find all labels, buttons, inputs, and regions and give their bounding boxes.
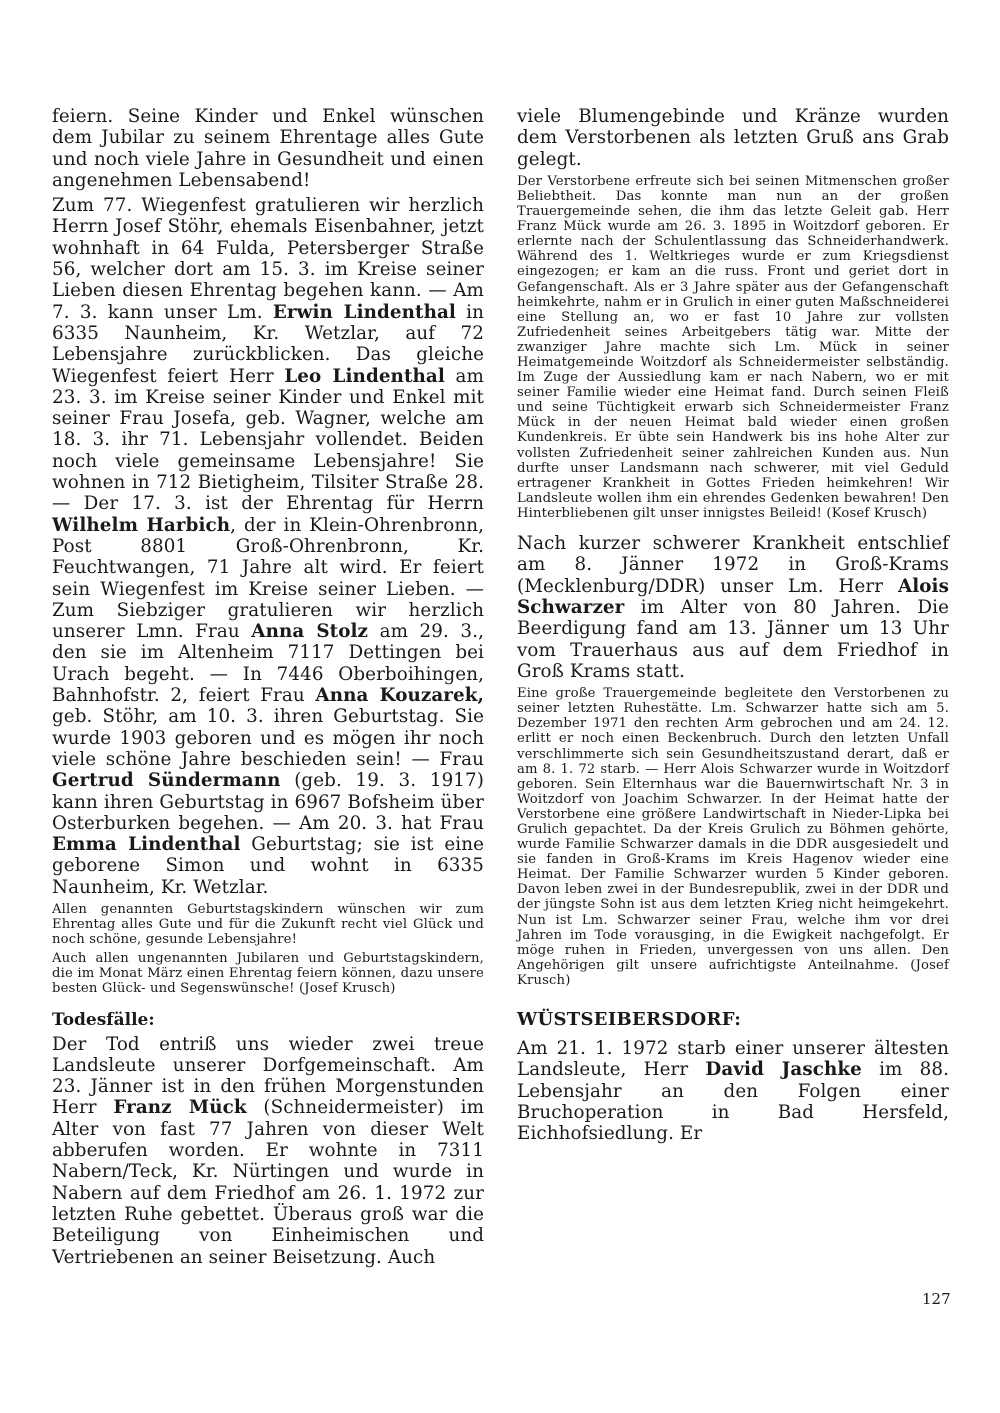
text-run: feiern. Seine Kinder und Enkel wünschen dem Jubilar zu seinem Ehrentage alles Gute und noch viele Jahre in Gesundheit und einen angenehmen Lebensabend! xyxy=(52,106,484,191)
section-heading-todesfaelle: Todesfälle: xyxy=(52,1009,155,1030)
text-run: Allen genannten Geburtstagskindern wünschen wir zum Ehrentag alles Gute und für die Zukunft recht viel Glück und noch schöne, gesunde Lebensjahre! xyxy=(52,901,484,948)
text-run: im 88. Lebensjahr an den Folgen einer Bruchoperation in Bad Hersfeld, Eichhofsiedlung. Er xyxy=(517,1059,949,1145)
text-run: Geburtstag; sie ist eine geborene Simon und wohnt in 6335 Naunheim, Kr. Wetzlar. xyxy=(52,834,484,898)
text-run: Zum 77. Wiegenfest gratulieren wir herzlich Herrn Josef Stöhr, ehemals Eisenbahner, jetzt wohnhaft in 64 Fulda, Petersberger Straße 56, welcher dort am 15. 3. im Kreise seiner Lieben diesen Ehrentag begehen kann. — Am 7. 3. kann unser Lm. xyxy=(52,195,484,323)
text-run: am 23. 3. im Kreise seiner Kinder und Enkel mit seiner Frau Josefa, geb. Wagner, welche am 18. 3. ihr 71. Lebensjahr vollendet. Beiden noch viele gemeinsame Lebensjahre! Sie wohnen in 712 Bietigheim, Tilsiter Straße 28. — Der 17. 3. ist der Ehrentag für Herrn xyxy=(52,365,484,515)
paragraph xyxy=(52,1034,484,1268)
text-run: viele Blumengebinde und Kränze wurden dem Verstorbenen als letzten Gruß ans Grab gelegt. xyxy=(517,106,949,170)
text-run: am 29. 3., den sie im Altenheim 7117 Dettingen bei Urach begeht. — In 7446 Oberboihingen, Bahnhofstr. 2, feiert Frau xyxy=(52,621,484,707)
paragraph xyxy=(52,195,484,898)
paragraph xyxy=(517,106,949,170)
text-run: , der in Klein-Ohrenbronn, Post 8801 Groß-Ohrenbronn, Kr. Feuchtwangen, 71 Jahre alt wird. Er feiert sein Wiegenfest im Kreise seiner Lieben. — Zum Siebziger gratulieren wir herzlich unserer Lmn. Frau xyxy=(52,514,484,643)
paragraph xyxy=(52,902,484,947)
person-name: Emma Lindenthal xyxy=(52,834,241,856)
page-number: 127 xyxy=(922,1290,951,1308)
person-name: Wilhelm Harbich xyxy=(52,514,231,536)
paragraph xyxy=(52,106,484,191)
person-name: Alois Schwarzer xyxy=(517,575,949,618)
person-name: Gertrud Sündermann xyxy=(52,770,281,792)
right-paragraphs-after xyxy=(517,1038,949,1144)
text-run: Nach kurzer schwerer Krankheit entschlief am 8. Jänner 1972 in Groß-Krams (Mecklenburg/DDR) unser Lm. Herr xyxy=(517,533,949,597)
text-run: in 6335 Naunheim, Kr. Wetzlar, auf 72 Lebensjahre zurückblicken. Das gleiche Wiegenfest feiert Herr xyxy=(52,301,484,387)
person-name: Franz Mück xyxy=(113,1097,247,1119)
right-column xyxy=(517,106,949,1144)
paragraph xyxy=(52,951,484,996)
left-column xyxy=(52,106,484,1268)
text-run: (Schneidermeister) im Alter von fast 77 Jahren von dieser Welt abberufen worden. Er wohnte in 7311 Nabern/Teck, Kr. Nürtingen und wurde in Nabern auf dem Friedhof am 26. 1. 1972 zur letzten Ruhe gebettet. Überaus groß war die Beteiligung von Einheimischen und Vertriebenen an seiner Beisetzung. Auch xyxy=(52,1097,485,1268)
paragraph xyxy=(517,533,949,682)
text-run: im Alter von 80 Jahren. Die Beerdigung fand am 13. Jänner um 13 Uhr vom Trauerhaus aus auf dem Friedhof in Groß Krams statt. xyxy=(517,596,949,682)
person-name: David Jaschke xyxy=(705,1059,862,1081)
text-run: Auch allen ungenannten Jubilaren und Geburtstagskindern, die im Monat März einen Ehrentag feiern können, dazu unsere besten Glück- und Segenswünsche! (Josef Krusch) xyxy=(52,951,484,997)
text-run: Der Verstorbene erfreute sich bei seinen Mitmenschen großer Beliebtheit. Das konnte man nun an der großen Trauergemeinde sehen, die ihm das letzte Geleit gab. Herr Franz Mück wurde am 26. 3. 1895 in Woitzdorf geboren. Er erlernte nach der Schulentlassung das Schneiderhandwerk. Während des 1. Weltkrieges wurde er zum Kriegsdienst eingezogen; er kam an die russ. Front und geriet dort in Gefangenschaft. Als er 3 Jahre später aus der Gefangenschaft heimkehrte, nahm er in Grulich in einer guten Maßschneiderei eine Stellung an, wo er fast 10 Jahre zur vollsten Zufriedenheit seines Arbeitgebers tätig war. Mitte der zwanziger Jahre machte sich Lm. Mück in seiner Heimatgemeinde Woitzdorf als Schneidermeister selbständig. Im Zuge der Aussiedlung kam er nach Nabern, wo er mit seiner Familie wieder eine Heimat fand. Durch seinen Fleiß und seine Tüchtigkeit erwarb sich Schneidermeister Franz Mück in der neuen Heimat bald wieder einen großen Kundenkreis. Er übte sein Handwerk bis ins hohe Alter zur vollsten Zufriedenheit seiner zahlreichen Kunden aus. Nun durfte unser Landsmann nach schwerer, mit viel Geduld ertragener Krankheit in Gottes Frieden heimkehren! Wir Landsleute wollen ihm ein ehrendes Gedenken bewahren! Den Hinterbliebenen gilt unser innigstes Beileid! (Kosef Krusch) xyxy=(517,173,949,521)
person-name: Leo Lindenthal xyxy=(284,365,445,387)
text-run: geb. Stöhr, am 10. 3. ihren Geburtstag. Sie wurde 1903 geboren und es mögen ihr noch viele schöne Jahre beschieden sein! — Frau xyxy=(52,706,484,770)
person-name: Anna Stolz xyxy=(251,621,369,643)
right-paragraphs xyxy=(517,106,949,988)
paragraph xyxy=(517,1038,949,1144)
section-heading-wuestseibersdorf: WÜSTSEIBERSDORF: xyxy=(517,1009,742,1030)
left-paragraphs-after xyxy=(52,1034,484,1268)
paragraph xyxy=(517,686,949,988)
paragraph xyxy=(517,174,949,521)
person-name: Anna Kouzarek, xyxy=(315,685,484,707)
text-run: Am 21. 1. 1972 starb einer unserer ältesten Landsleute, Herr xyxy=(517,1038,949,1081)
person-name: Erwin Lindenthal xyxy=(272,301,456,323)
text-run: Der Tod entriß uns wieder zwei treue Landsleute unserer Dorfgemeinschaft. Am 23. Jänner ist in den frühen Morgenstunden Herr xyxy=(52,1033,484,1119)
text-run: (geb. 19. 3. 1917) kann ihren Geburtstag in 6967 Bofsheim über Osterburken begehen. — Am 20. 3. hat Frau xyxy=(52,770,485,834)
left-paragraphs xyxy=(52,106,484,997)
text-run: Eine große Trauergemeinde begleitete den Verstorbenen zu seiner letzten Ruhestätte. Lm. Schwarzer hatte sich am 5. Dezember 1971 den rechten Arm gebrochen und am 24. 12. erlitt er noch einen Beckenbruch. Durch den letzten Unfall verschlimmerte sich sein Gesundheitszustand derart, daß er am 8. 1. 72 starb. — Herr Alois Schwarzer wurde in Woitzdorf geboren. Sein Elternhaus war die Bauernwirtschaft Nr. 3 in Woitzdorf von Joachim Schwarzer. In der Heimat hatte der Verstorbene eine größere Landwirtschaft in Nieder-Lipka bei Grulich gepachtet. Da der Kreis Grulich zu Böhmen gehörte, wurde Familie Schwarzer damals in die DDR ausgesiedelt und sie fanden in Groß-Krams im Kreis Hagenov wieder eine Heimat. Der Familie Schwarzer wurden 5 Kinder geboren. Davon leben zwei in der Bundesrepublik, zwei in der DDR und der jüngste Sohn ist aus dem letzten Krieg nicht heimgekehrt. Nun ist Lm. Schwarzer seiner Frau, welche ihm vor drei Jahren im Tode vorausging, in die Ewigkeit nachgefolgt. Er möge ruhen in Frieden, unvergessen von uns allen. Den Angehörigen gilt unsere aufrichtigste Anteilnahme. (Josef Krusch) xyxy=(517,686,949,988)
